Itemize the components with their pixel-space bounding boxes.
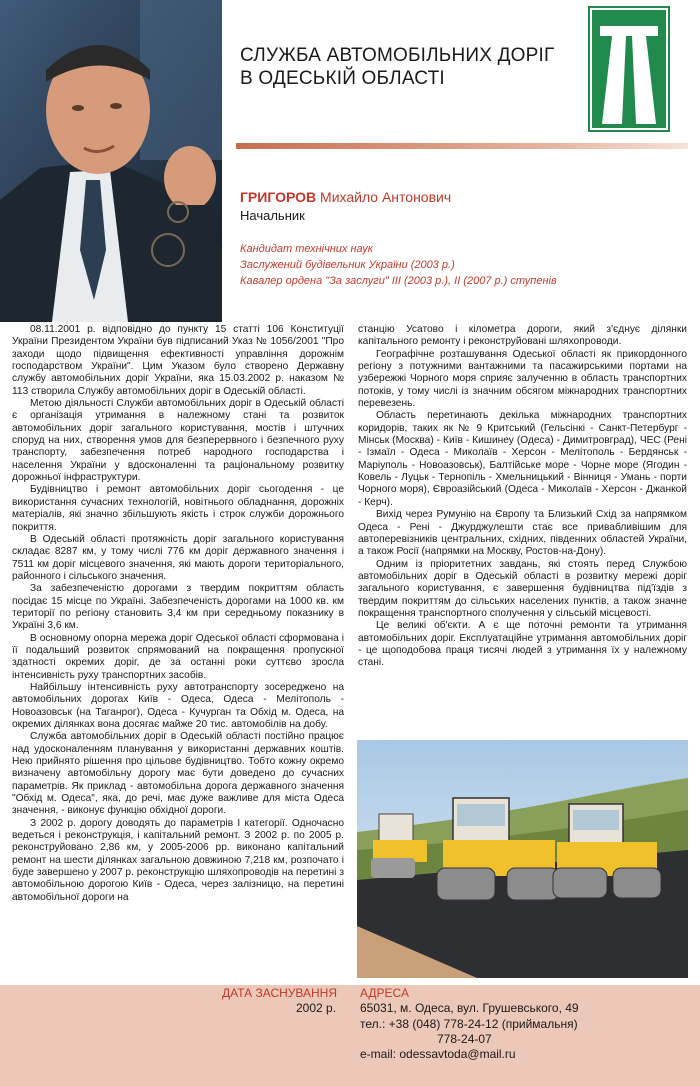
founded-label: ДАТА ЗАСНУВАННЯ xyxy=(222,986,338,1000)
paragraph: З 2002 р. дорогу доводять до параметрів І категорії. Одночасно ведеться і реконструкція, і капітальний ремонт. З 2002 р. по 2005 р. реконструйовано 2,86 км, у 2005-2006 рр. виконано капітальний ремонт на шести ділянках загальною довжиною 7,218 км, розпочато і буде завершено у 2007 р. реконструкцію шляхопроводів на перетині з автомобільною дорогою Київ - Одеса, через залізницю, на перетині автомобільної дороги на xyxy=(12,817,344,903)
org-title-line-1: СЛУЖБА АВТОМОБІЛЬНИХ ДОРІГ xyxy=(240,45,555,66)
paragraph: Область перетинають декілька міжнародних транспортних коридорів, таких як № 9 Критський (Гельсінкі - Санкт-Петербург - Мінськ (Москва) - Київ - Кишинеу (Одеса) - Димитровград), ЧЕС (Рені - Ізмаїл - Одеса - Миколаїв - Херсон - Мелітополь - Бердянськ - Маріуполь - Новоазовськ), Балтійське море - Чорне море (Ягодин - Ковель - Луцьк - Тернопіль - Хмельницький - Вінниця - Умань - порти Чорного моря), Євроазійський (Одеса - Миколаїв - Херсон - Джанкой - Керч). xyxy=(358,410,687,508)
organization-title xyxy=(240,44,570,90)
person-name xyxy=(240,189,451,205)
paragraph: В Одеській області протяжність доріг загального користування складає 8287 км, у тому числі 776 км доріг державного значення і 7511 км доріг місцевого значення, які мають дороги територіального, районного і сільського значення. xyxy=(12,533,344,582)
person-given-names: Михайло Антонович xyxy=(320,189,452,205)
email-link[interactable]: e-mail: odessavtoda@mail.ru xyxy=(360,1047,516,1061)
article-left-column xyxy=(12,324,344,904)
header-divider xyxy=(236,143,688,149)
director-portrait xyxy=(0,0,222,322)
org-title-line-2: В ОДЕСЬКІЙ ОБЛАСТІ xyxy=(240,68,445,89)
paragraph: Географічне розташування Одеської області як прикордонного регіону з потужними вантажними та пасажирськими портами на узбережжі Чорного моря сприяє залученню в область транспортних потоків, у тому числі із значним обсягом міжнародних транспортних перевезень. xyxy=(358,348,687,410)
article-right-column xyxy=(358,324,687,670)
phone-line: тел.: +38 (048) 778-24-12 (приймальня) xyxy=(360,1017,578,1031)
motorway-logo-icon xyxy=(588,6,670,132)
paragraph: В основному опорна мережа доріг Одеської області сформована і її подальший розвиток спрямований на покращення пропускної здатності окремих доріг, де за останні роки суттєво зросла інтенсивність руху транспортних засобів. xyxy=(12,632,344,681)
address-line: 65031, м. Одеса, вул. Грушевського, 49 xyxy=(360,1001,579,1015)
paragraph: Це великі об'єкти. А є ще поточні ремонти та утримання автомобільних доріг. Експлуатаційне утримання автомобільних доріг - це щоподобова праця тисячі людей з утримання їх у належному стані. xyxy=(358,620,687,669)
founded-year: 2002 р. xyxy=(296,1001,337,1015)
paragraph: Служба автомобільних доріг в Одеській області постійно працює над удосконаленням планування у використанні державних коштів. Нею прийнято рішення про цільове будівництво. Тобто кожну окремо визначену автомобільну дорогу має бути доведено до сучасних параметрів. Як приклад - автомобільна дорога державного значення "Обхід м. Одеса", яка, до речі, має дуже важливе для міста Одеса значення, - виконує функцію обхідної дороги. xyxy=(12,731,344,817)
phone-line-2: 778-24-07 xyxy=(437,1032,492,1046)
paragraph: Будівництво і ремонт автомобільних доріг сьогодення - це використання сучасних технологій, новітнього обладнання, дорожніх матеріалів, які значно збільшують якість і строк служби дорожнього покриття. xyxy=(12,484,344,533)
person-title: Кандидат технічних наук xyxy=(240,243,373,255)
paragraph: За забезпеченістю дорогами з твердим покриттям область посідає 15 місце по Україні. Забезпеченість дорогами на 1000 кв. км території по регіону становить 3,4 км при середньому показнику в Україні 3,6 км. xyxy=(12,583,344,632)
paragraph: Найбільшу інтенсивність руху автотранспорту зосереджено на автомобільних дорогах Київ - Одеса, Одеса - Мелітополь - Новоазовськ (на Таганрог), Одеса - Кучурган та Обхід м. Одеса, на окремих ділянках вона досягає майже 20 тис. автомобілів на добу. xyxy=(12,681,344,730)
paragraph: Вихід через Румунію на Європу та Близький Схід за напрямком Одеса - Рені - Джурджулешти стає все привабливішим для автоперевізників центральних, східних, південних областей України, а також Росії (напрямки на Москву, Ростов-на-Дону). xyxy=(358,509,687,558)
paragraph: Метою діяльності Служби автомобільних доріг в Одеській області є організація утримання в належному стані та розвиток автомобільних доріг загального користування, мостів і штучних споруд на них, створення умов для безперервного і безпечного руху транспорту, забезпечення потреб народного господарства і населення України у вдосконаленні та раціональному розвитку дорожньої інфраструктури. xyxy=(12,398,344,484)
road-rollers-photo xyxy=(357,740,688,978)
person-position: Начальник xyxy=(240,208,305,223)
paragraph: 08.11.2001 р. відповідно до пункту 15 статті 106 Конституції України Президентом України був підписаний Указ № 1056/2001 "Про заходи щодо підвищення ефективності управління дорожнім господарством України". Цим Указом було створено Державну службу автомобільних доріг України, яка 15.03.2002 р. наказом № 113 створила Службу автомобільних доріг в Одеській області. xyxy=(12,324,344,397)
footer-band xyxy=(0,985,700,1086)
paragraph: Одним із пріоритетних завдань, які стоять перед Службою автомобільних доріг в Одеській області в розвитку мережі доріг загального користування, є завершення будівництва під'їздів з твердим покриттям до сільських населених пунктів, а також значне покращення транспортного сполучення у сільській місцевості. xyxy=(358,558,687,619)
person-title: Кавалер ордена "За заслуги" ІІІ (2003 р.), ІІ (2007 р.) ступенів xyxy=(240,275,557,287)
person-surname: ГРИГОРОВ xyxy=(240,189,317,205)
person-title: Заслужений будівельник України (2003 р.) xyxy=(240,259,455,271)
paragraph-continuation: станцію Усатово і кілометра дороги, який з'єднує ділянки капітального ремонту і реконструйовані шляхопроводи. xyxy=(358,324,687,348)
address-label: АДРЕСА xyxy=(360,986,409,1000)
